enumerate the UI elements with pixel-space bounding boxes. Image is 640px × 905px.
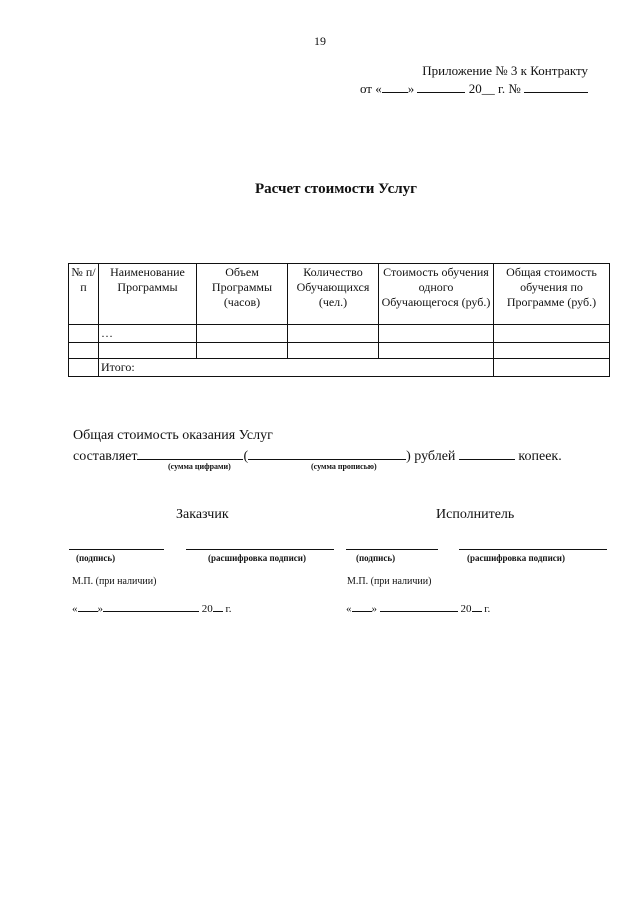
document-title: Расчет стоимости Услуг <box>255 181 417 197</box>
customer-heading: Заказчик <box>176 507 229 522</box>
customer-month-blank <box>103 601 199 612</box>
executor-signature-label: (подпись) <box>356 553 396 563</box>
hint-words: (сумма прописью) <box>311 462 377 471</box>
total-label: Итого: <box>99 359 494 377</box>
header-cost-per-student: Стоимость обучения одного Обучающегося (руб.) <box>379 264 494 325</box>
header-number: № п/п <box>69 264 99 325</box>
executor-heading: Исполнитель <box>436 507 515 522</box>
table-header-row <box>69 264 610 325</box>
rubles-label: ) рублей <box>406 449 456 464</box>
month-blank <box>417 79 465 93</box>
executor-year-blank <box>472 601 482 612</box>
kopeks-label: копеек. <box>518 449 562 464</box>
contract-number-blank <box>524 79 588 93</box>
open-paren: ( <box>243 449 249 464</box>
executor-date-line: « » 20 г. <box>346 603 491 615</box>
executor-day-blank <box>352 601 372 612</box>
summary-sostavlyaet: составляет <box>73 449 138 464</box>
appendix-header <box>360 62 588 97</box>
header-total-cost: Общая стоимость обучения по Программе (руб.) <box>494 264 610 325</box>
appendix-ot: от « <box>359 81 382 96</box>
total-value-cell <box>494 359 610 377</box>
total-row <box>69 359 610 377</box>
executor-month-blank <box>380 601 458 612</box>
kopeks-blank <box>459 446 515 460</box>
amount-words-blank <box>248 446 406 460</box>
appendix-title: Приложение № 3 к Контракту <box>422 63 588 78</box>
header-program-volume: Объем Программы (часов) <box>197 264 288 325</box>
ellipsis-cell: … <box>99 325 197 343</box>
table-row <box>69 343 610 359</box>
customer-day-blank <box>78 601 98 612</box>
customer-decoding-label: (расшифровка подписи) <box>208 553 306 563</box>
customer-year-blank <box>213 601 223 612</box>
header-program-name: Наименование Программы <box>99 264 197 325</box>
customer-signature-line <box>69 549 164 550</box>
summary-line-1: Общая стоимость оказания Услуг <box>73 428 273 443</box>
customer-date-line: « » 20 г. <box>72 603 232 615</box>
customer-signature-label: (подпись) <box>76 553 116 563</box>
page-number: 19 <box>314 34 326 48</box>
appendix-close-quote: » <box>407 81 415 96</box>
appendix-date-line <box>360 79 588 97</box>
hint-digits: (сумма цифрами) <box>168 462 231 471</box>
appendix-year: 20__ г. № <box>468 81 521 96</box>
executor-signature-line <box>346 549 438 550</box>
cost-table <box>68 263 610 377</box>
executor-decoding-label: (расшифровка подписи) <box>467 553 565 563</box>
executor-stamp: М.П. (при наличии) <box>347 576 432 587</box>
header-students-count: Количество Обучающихся (чел.) <box>288 264 379 325</box>
executor-decoding-line <box>459 549 607 550</box>
customer-stamp: М.П. (при наличии) <box>72 576 157 587</box>
table-row <box>69 325 610 343</box>
amount-digits-blank <box>137 446 243 460</box>
day-blank <box>382 79 408 93</box>
customer-decoding-line <box>186 549 334 550</box>
